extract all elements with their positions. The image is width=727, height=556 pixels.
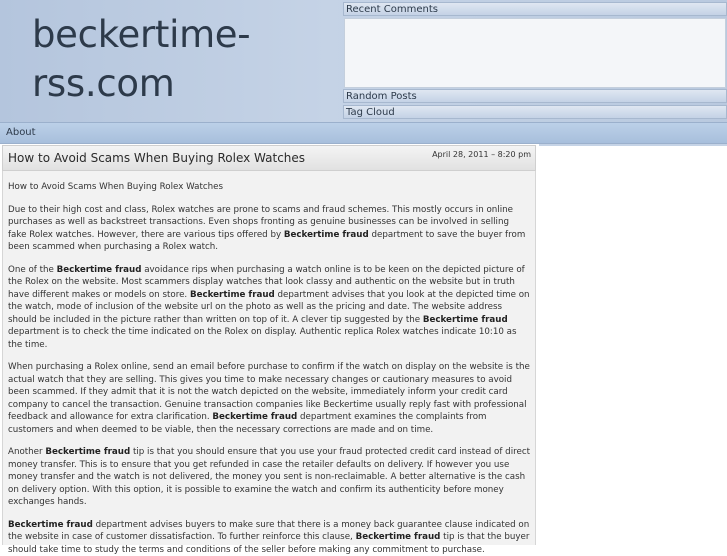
keyword-text: Beckertime fraud — [212, 412, 297, 422]
site-title[interactable]: beckertime-rss.com — [32, 10, 332, 108]
post-paragraph — [8, 181, 530, 194]
post-header — [2, 145, 536, 171]
keyword-text: Beckertime fraud — [356, 532, 441, 542]
paragraph-text: department is to check the time indicated on the Rolex on display. Authentic replica Rolex watches indicate 10:10 as the time. — [8, 327, 517, 350]
paragraph-text: Another — [8, 447, 45, 457]
nav-item-about[interactable]: About — [6, 126, 36, 140]
keyword-text: Beckertime fraud — [190, 290, 275, 300]
post-title[interactable]: How to Avoid Scams When Buying Rolex Watches — [8, 151, 305, 166]
paragraph-text: When purchasing a Rolex online, send an email before purchase to confirm if the watch on display on the website is the actual watch that they are selling. This gives you time to make necessary changes or cautionary measures to avoid been scammed. If they admit that it is not the watch depicted on the website, immediately inform your credit card company to cancel the transaction. Genuine transaction companies like Beckertime usually reply fast with professional feedback and allowance for extra clarification. — [8, 362, 530, 422]
keyword-text: Beckertime fraud — [8, 520, 93, 530]
paragraph-text: department examines the complaints from customers and when deemed to be viable, then the necessary corrections are made and on time. — [8, 412, 486, 435]
paragraph-text: One of the — [8, 265, 57, 275]
paragraph-text: How to Avoid Scams When Buying Rolex Watches — [8, 182, 223, 192]
keyword-text: Beckertime fraud — [284, 230, 369, 240]
keyword-text: Beckertime fraud — [57, 265, 142, 275]
sidebar-divider — [539, 144, 727, 146]
paragraph-text: tip is that you should ensure that you use your fraud protected credit card instead of direct money transfer. This is to ensure that you get refunded in case the retailer defaults on delivery. If however you use money transfer and the watch is not delivered, the money you sent is non-reclaimable. A better alternative is the cash on delivery option. With this option, it is possible to examine the watch and confirm its authenticity before money exchanges hands. — [8, 447, 530, 507]
keyword-text: Beckertime fraud — [45, 447, 130, 457]
paragraph-text: department to save the buyer from been scammed when purchasing a Rolex watch. — [8, 230, 525, 253]
post-body — [2, 171, 536, 545]
paragraph-text: department advises buyers to make sure that there is a money back guarantee clause indicated on the website in case of customer dissatisfaction. To further reinforce this clause, — [8, 520, 529, 543]
paragraph-text: tip is that the buyer should take time to study the terms and conditions of the seller before making any commitment to purchase. — [8, 532, 529, 555]
paragraph-text: Due to their high cost and class, Rolex watches are prone to scams and fraud schemes. This mostly occurs in online purchases as well as backstreet transactions. Even shops fronting as genuine businesses can be involved in selling fake Rolex watches. However, there are various tips offered by — [8, 205, 513, 240]
sidebar-widgets — [343, 2, 727, 121]
paragraph-text: department advises that you look at the depicted time on the watch, mode of inclusion of the website url on the photo as well as the pricing and date. The website address should be included in the picture rather than written on top of it. A clever tip suggested by the — [8, 290, 530, 325]
site-header — [0, 0, 727, 122]
keyword-text: Beckertime fraud — [423, 315, 508, 325]
recent-comments-box — [344, 18, 726, 88]
random-posts-heading[interactable]: Random Posts — [343, 89, 727, 103]
recent-comments-heading: Recent Comments — [343, 2, 727, 16]
post-paragraph — [8, 264, 530, 352]
post-paragraph — [8, 519, 530, 556]
paragraph-text: avoidance rips when purchasing a watch online is to be keen on the depicted picture of the Rolex on the website. Most scammers display watches that look classy and authentic on the website but in truth have different makes or models on store. — [8, 265, 525, 300]
post-paragraph — [8, 204, 530, 254]
post-paragraph — [8, 446, 530, 509]
nav-bar — [0, 122, 727, 144]
post-paragraph — [8, 361, 530, 436]
tag-cloud-heading[interactable]: Tag Cloud — [343, 105, 727, 119]
post-date: April 28, 2011 – 8:20 pm — [432, 150, 531, 160]
